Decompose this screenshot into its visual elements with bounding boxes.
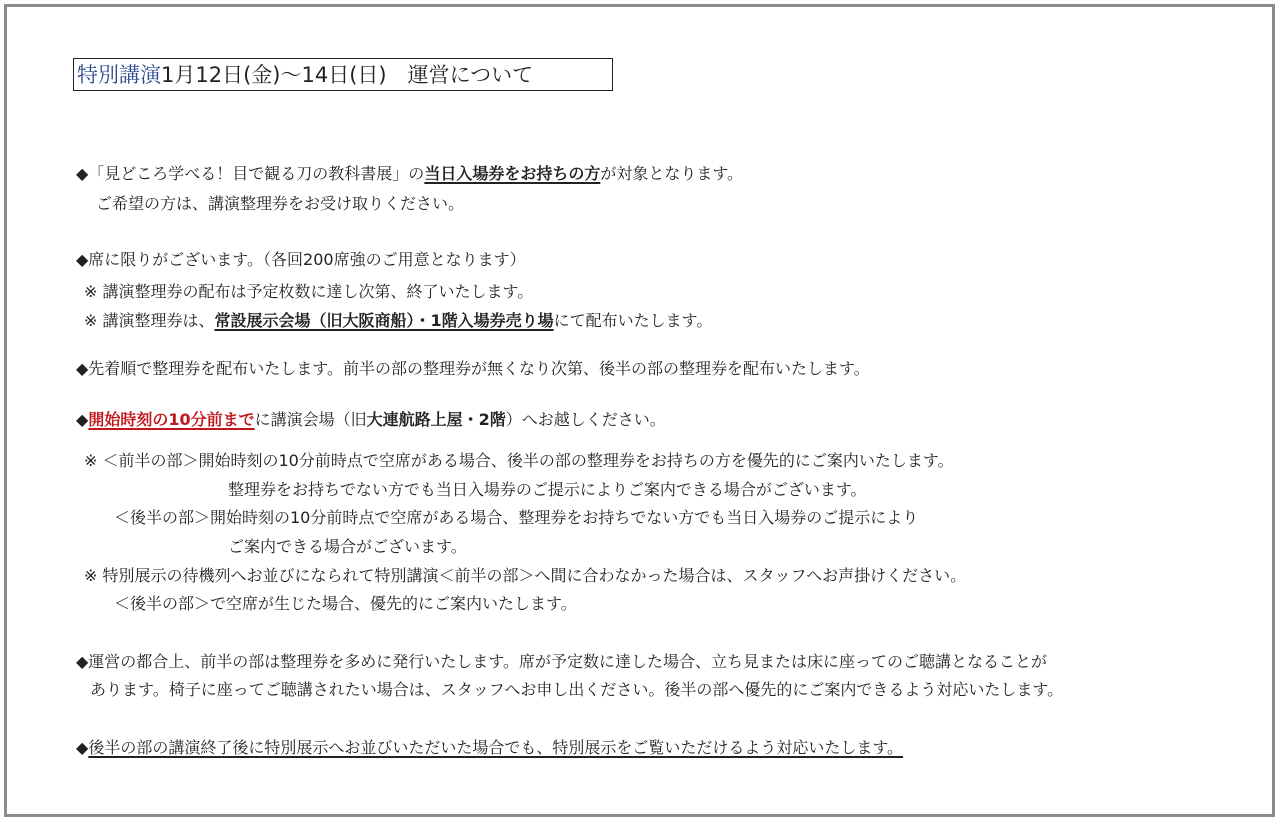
underlined-location: 常設展示会場（旧大阪商船）・1階入場券売り場 — [214, 311, 554, 330]
text-segment: にて配布いたします。 — [553, 311, 713, 330]
text-segment: ）へお越しください。 — [505, 410, 666, 429]
notice-operations-line-cont: あります。椅子に座ってご聴講されたい場合は、スタッフへお申し出ください。後半の部へ優先的にご案内できるよう対応いたします。 — [90, 680, 1064, 699]
page-title-rest: 1月12日(金)〜14日(日) 運営について — [161, 63, 534, 87]
notice-distribution-end: ※ 講演整理券の配布は予定枚数に達し次第、終了いたします。 — [84, 282, 534, 301]
notice-order-line: ◆先着順で整理券を配布いたします。前半の部の整理券が無くなり次第、後半の部の整理券を配布いたします。 — [76, 359, 870, 378]
underlined-after-lecture: 後半の部の講演終了後に特別展示へお並びいただいた場合でも、特別展示をご覧いただけるよう対応いたします。 — [88, 738, 904, 757]
notice-operations-line: ◆運営の都合上、前半の部は整理券を多めに発行いたします。席が予定数に達した場合、立ち見または床に座ってのご聴講となることが — [76, 652, 1048, 671]
notice-arrival-line — [76, 410, 666, 430]
page-title — [73, 58, 613, 91]
notice-first-session-cont: 整理券をお持ちでない方でも当日入場券のご提示によりご案内できる場合がございます。 — [228, 480, 867, 499]
notice-second-session-cont: ご案内できる場合がございます。 — [228, 537, 467, 556]
underlined-ticket-holders: 当日入場券をお持ちの方 — [424, 164, 601, 183]
notice-target-line — [76, 164, 743, 184]
notice-queue-line: ※ 特別展示の待機列へお並びになられて特別講演＜前半の部＞へ間に合わなかった場合は、スタッフへお声掛けください。 — [84, 566, 967, 585]
notice-first-session: ※ ＜前半の部＞開始時刻の10分前時点で空席がある場合、後半の部の整理券をお持ちの方を優先的にご案内いたします。 — [84, 451, 954, 470]
text-segment: が対象となります。 — [600, 164, 744, 183]
red-deadline-text: 開始時刻の10分前まで — [88, 410, 255, 429]
notice-seats-line: ◆席に限りがございます。（各回200席強のご用意となります） — [76, 250, 526, 269]
text-segment: ◆「見どころ学べる！目で観る刀の教科書展」の — [76, 164, 425, 183]
notice-second-session: ＜後半の部＞開始時刻の10分前時点で空席がある場合、整理券をお持ちでない方でも当日入場券のご提示により — [114, 508, 919, 527]
text-segment: ◆ — [76, 410, 89, 429]
notice-distribution-place — [84, 311, 712, 331]
text-segment: ◆ — [76, 738, 89, 757]
text-segment: に講演会場（旧 — [254, 410, 367, 429]
notice-ticket-line: ご希望の方は、講演整理券をお受け取りください。 — [96, 194, 465, 213]
venue-name: 大連航路上屋・2階 — [366, 410, 506, 429]
notice-after-lecture-line — [76, 738, 903, 758]
page-title-highlight: 特別講演 — [77, 63, 161, 87]
text-segment: ※ 講演整理券は、 — [84, 311, 215, 330]
notice-queue-line-cont: ＜後半の部＞で空席が生じた場合、優先的にご案内いたします。 — [114, 594, 577, 613]
